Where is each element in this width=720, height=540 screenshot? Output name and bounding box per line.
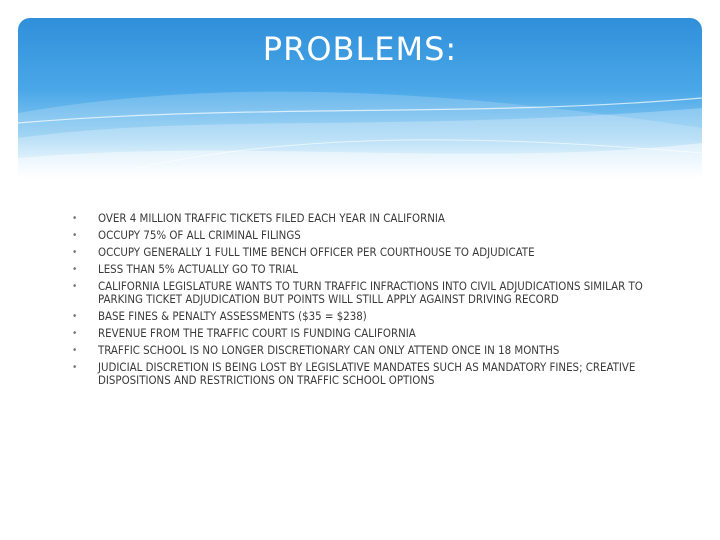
bullet-icon: •	[72, 328, 78, 339]
list-item-text: CALIFORNIA LEGISLATURE WANTS TO TURN TRAFFIC INFRACTIONS INTO CIVIL ADJUDICATIONS SIMILAR TO PARKING TICKET ADJUDICATION BUT POINTS WILL STILL APPLY AGAINST DRIVING RECORD	[98, 279, 643, 306]
bullet-list	[72, 212, 672, 391]
list-item	[72, 212, 672, 225]
bullet-icon: •	[72, 345, 78, 356]
list-item-text: JUDICIAL DISCRETION IS BEING LOST BY LEGISLATIVE MANDATES SUCH AS MANDATORY FINES; CREATIVE DISPOSITIONS AND RESTRICTIONS ON TRAFFIC SCHOOL OPTIONS	[98, 360, 636, 387]
list-item	[72, 229, 672, 242]
list-item-text: LESS THAN 5% ACTUALLY GO TO TRIAL	[98, 262, 298, 276]
bullet-icon: •	[72, 230, 78, 241]
list-item-text: BASE FINES & PENALTY ASSESSMENTS ($35 = $238)	[98, 309, 367, 323]
list-item-text: OVER 4 MILLION TRAFFIC TICKETS FILED EACH YEAR IN CALIFORNIA	[98, 211, 445, 225]
slide-title: PROBLEMS:	[262, 30, 458, 68]
list-item-text: OCCUPY 75% OF ALL CRIMINAL FILINGS	[98, 228, 301, 242]
list-item	[72, 263, 672, 276]
bullet-icon: •	[72, 247, 78, 258]
bullet-icon: •	[72, 213, 78, 224]
bullet-icon: •	[72, 311, 78, 322]
bullet-icon: •	[72, 362, 78, 373]
bullet-icon: •	[72, 264, 78, 275]
list-item	[72, 344, 672, 357]
list-item	[72, 327, 672, 340]
list-item	[72, 246, 672, 259]
list-item	[72, 280, 672, 306]
list-item-text: REVENUE FROM THE TRAFFIC COURT IS FUNDING CALIFORNIA	[98, 326, 416, 340]
bullet-icon: •	[72, 281, 78, 292]
list-item	[72, 361, 672, 387]
list-item-text: OCCUPY GENERALLY 1 FULL TIME BENCH OFFICER PER COURTHOUSE TO ADJUDICATE	[98, 245, 535, 259]
list-item	[72, 310, 672, 323]
list-item-text: TRAFFIC SCHOOL IS NO LONGER DISCRETIONARY CAN ONLY ATTEND ONCE IN 18 MONTHS	[98, 343, 560, 357]
